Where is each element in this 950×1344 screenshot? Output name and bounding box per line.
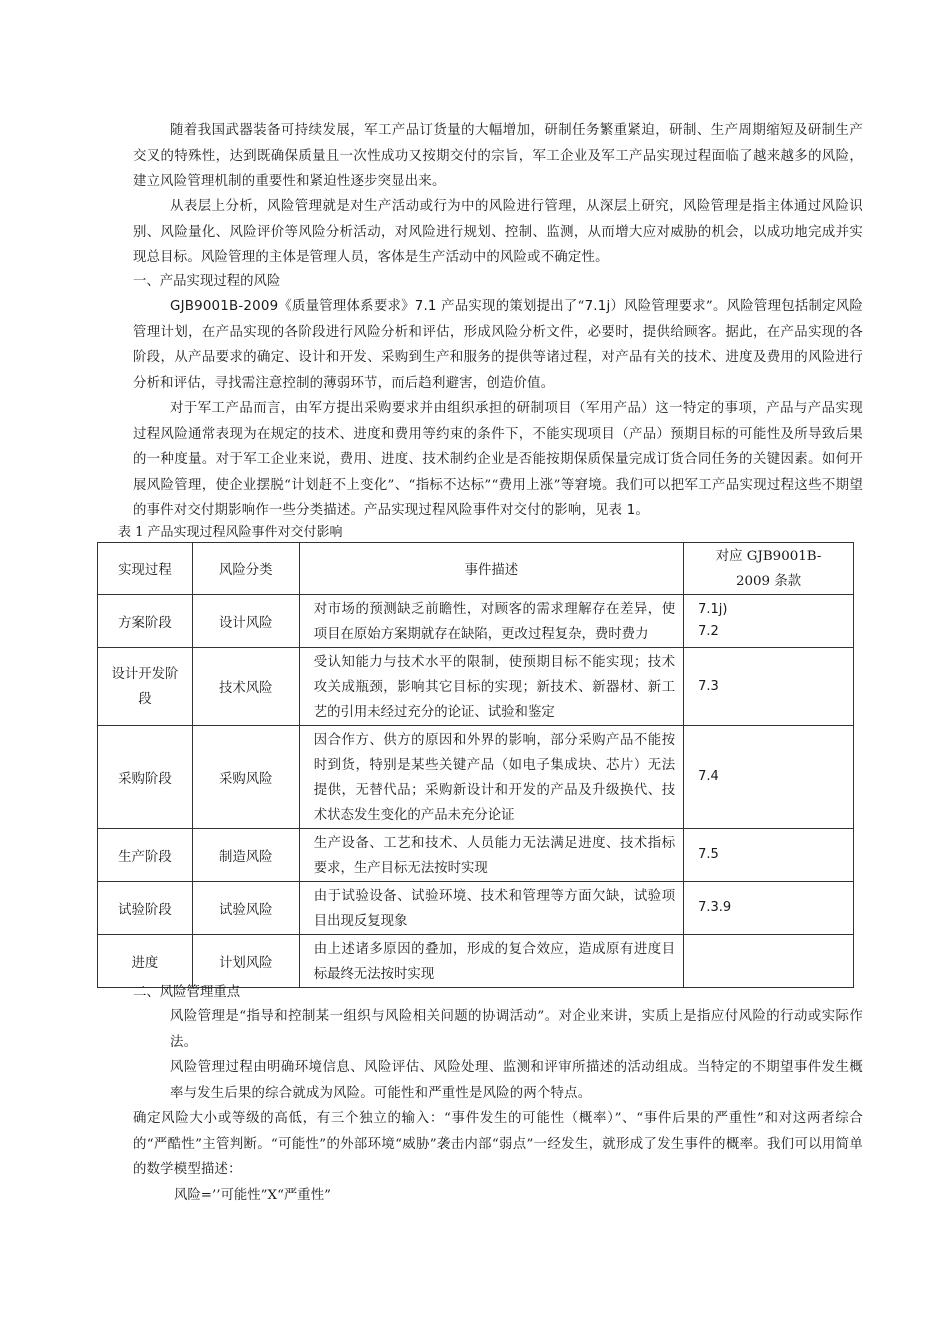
section-1-heading: 一、产品实现过程的风险 (133, 274, 281, 289)
table-header-row (98, 543, 854, 595)
section-2-paragraph-3: 确定风险大小或等级的高低，有三个独立的输入：“事件发生的可能性（概率）”、“事件后果的严重性”和对这两者综合的“严酷性”主管判断。“可能性”的外部环境“威胁”袭击内部“弱点”一经发生，就形成了发生事件的概率。我们可以用简单的数学模型描述： (133, 1111, 863, 1177)
risk-management-requirement: 7.1j）风险管理要求 (584, 299, 706, 314)
cell-clause: 7.3.9 (684, 882, 854, 935)
cell-process: 试验阶段 (98, 882, 193, 935)
clause-b: 7.2 (698, 624, 719, 639)
cell-category: 试验风险 (192, 882, 299, 935)
intro-paragraph-2: 从表层上分析，风险管理就是对生产活动或行为中的风险进行管理，从深层上研究，风险管理是指主体通过风险识别、风险量化、风险评价等风险分析活动，对风险进行规划、控制、监测，从而增大应对威胁的机会，以成功地完成并实现总目标。风险管理的主体是管理人员，客体是生产活动中的风险或不确定性。 (133, 199, 863, 265)
cell-process: 采购阶段 (98, 726, 193, 829)
cell-description: 受认知能力与技术水平的限制，使预期目标不能实现；技术攻关成瓶颈，影响其它目标的实现；新技术、新器材、新工艺的引用未经过充分的论证、试验和鉴定 (299, 648, 683, 726)
section-2-heading: 二、风险管理重点 (133, 985, 241, 1000)
cell-description: 对市场的预测缺乏前瞻性，对顾客的需求理解存在差异，使项目在原始方案期就存在缺陷，更改过程复杂，费时费力 (299, 595, 683, 648)
risk-table (97, 542, 854, 988)
intro-paragraph-1: 随着我国武器装备可持续发展，军工产品订货量的大幅增加，研制任务繁重紧迫，研制、生产周期缩短及研制生产交叉的特殊性，达到既确保质量且一次性成功又按期交付的宗旨，军工企业及军工产品实现过程面临了越来越多的风险，建立风险管理机制的重要性和紧迫性逐步突显出来。 (133, 123, 863, 189)
standard-title: 《质量管理体系要求》 (278, 299, 415, 314)
header-description: 事件描述 (299, 543, 683, 595)
cell-category: 设计风险 (192, 595, 299, 648)
cell-description: 由于试验设备、试验环境、技术和管理等方面欠缺，试验项目出现反复现象 (299, 882, 683, 935)
section-1-paragraph-1-mid: 产品实现的策划提出了“ (436, 299, 585, 314)
cell-clause: 7.3 (684, 648, 854, 726)
clause-a: 7.1j) (698, 602, 728, 617)
cell-description: 因合作方、供方的原因和外界的影响，部分采购产品不能按时到货，特别是某些关键产品（如电子集成块、芯片）无法提供，无替代品；采购新设计和开发的产品及升级换代、技术状态发生变化的产品未充分论证 (299, 726, 683, 829)
cell-description: 生产设备、工艺和技术、人员能力无法满足进度、技术指标要求，生产目标无法按时实现 (299, 829, 683, 882)
header-clause-line-1: 对应 GJB9001B- (715, 548, 822, 564)
cell-category: 采购风险 (192, 726, 299, 829)
section-2-paragraph-2: 风险管理过程由明确环境信息、风险评估、风险处理、监测和评审所描述的活动组成。当特定的不期望事件发生概率与发生后果的综合就成为风险。可能性和严重性是风险的两个特点。 (170, 1060, 863, 1101)
header-process: 实现过程 (98, 543, 193, 595)
section-1-paragraph-1-rest: ”。风险管理包括制定风险管理计划，在产品实现的各阶段进行风险分析和评估，形成风险分析文件，必要时，提供给顾客。据此，在产品实现的各阶段，从产品要求的确定、设计和开发、采购到生产和服务的提供等诸过程，对产品有关的技术、进度及费用的风险进行分析和评估，寻找需注意控制的薄弱环节，而后趋利避害，创造价值。 (133, 299, 863, 391)
table-row (98, 726, 854, 829)
cell-process: 生产阶段 (98, 829, 193, 882)
cell-clause: 7.4 (684, 726, 854, 829)
table-row (98, 935, 854, 988)
table-row (98, 595, 854, 648)
standard-code: GJB9001B-2009 (170, 299, 279, 314)
section-1-paragraph-2-text: 对于军工产品而言，由军方提出采购要求并由组织承担的研制项目（军用产品）这一特定的事项，产品与产品实现过程风险通常表现为在规定的技术、进度和费用等约束的条件下，不能实现项目（产品）预期目标的可能性及所导致后果的一种度量。对于军工企业来说，费用、进度、技术制约企业是否能按期保质保量完成订货合同任务的关键因素。如何开展风险管理，使企业摆脱“计划赶不上变化”、“指标不达标”“费用上涨”等窘境。我们可以把军工产品实现过程这些不期望的事件对交付期影响作一些分类描述。产品实现过程风险事件对交付的影响，见表 (133, 401, 863, 518)
clause-number: 7.1 (414, 299, 437, 314)
cell-description: 由上述诸多原因的叠加，形成的复合效应，造成原有进度目标最终无法按时实现 (299, 935, 683, 988)
table-row (98, 829, 854, 882)
header-clause (684, 543, 854, 595)
section-1-paragraph-2 (133, 396, 863, 524)
section-2-paragraph-1: 风险管理是“指导和控制某一组织与风险相关问题的协调活动”。对企业来讲，实质上是指应付风险的行动或实际作法。 (170, 1009, 863, 1050)
risk-formula: 风险=’’可能性”X“严重性” (174, 1188, 331, 1203)
cell-process: 方案阶段 (98, 595, 193, 648)
cell-category: 技术风险 (192, 648, 299, 726)
section-1-paragraph-1 (133, 294, 863, 396)
table-row (98, 648, 854, 726)
cell-clause: 7.5 (684, 829, 854, 882)
cell-clause (684, 935, 854, 988)
table-caption: 表 1 产品实现过程风险事件对交付影响 (118, 525, 343, 540)
header-clause-line-2: 2009 条款 (736, 573, 802, 589)
table-reference: 1。 (622, 503, 650, 518)
cell-clause (684, 595, 854, 648)
table-row (98, 882, 854, 935)
cell-process: 进度 (98, 935, 193, 988)
cell-category: 计划风险 (192, 935, 299, 988)
cell-process: 设计开发阶段 (98, 648, 193, 726)
cell-category: 制造风险 (192, 829, 299, 882)
header-category: 风险分类 (192, 543, 299, 595)
